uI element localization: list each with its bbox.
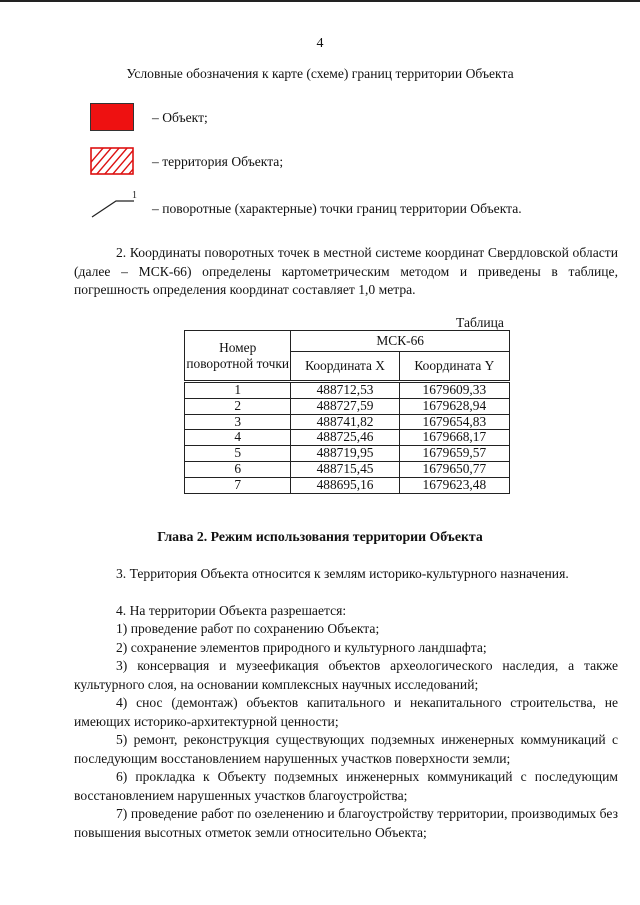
cell-point: 3 [185, 414, 291, 430]
cell-y: 1679628,94 [399, 398, 509, 414]
cell-y: 1679650,77 [399, 461, 509, 477]
cell-y: 1679668,17 [399, 430, 509, 446]
cell-x: 488719,95 [291, 446, 399, 462]
cell-x: 488715,45 [291, 461, 399, 477]
table-row [185, 446, 510, 462]
table-caption: Таблица [456, 315, 504, 330]
table-row [185, 398, 510, 414]
legend-item-territory [90, 147, 630, 179]
list-item: 2) сохранение элементов природного и культурного ландшафта; [116, 639, 487, 655]
territory-hatch-symbol [90, 147, 134, 175]
cell-y: 1679654,83 [399, 414, 509, 430]
list-item: 5) ремонт, реконструкция существующих подземных инженерных коммуникаций с последующим восстановлением нарушенных участков поверхности земли; [74, 732, 618, 766]
cell-x: 488712,53 [291, 382, 399, 399]
cell-point: 4 [185, 430, 291, 446]
table-row [185, 461, 510, 477]
legend-item-turning-points [90, 189, 630, 221]
cell-x: 488741,82 [291, 414, 399, 430]
turning-point-number: 1 [132, 190, 137, 201]
list-item: 4) снос (демонтаж) объектов капитального и некапитального строительства, не имеющих историко-архитектурной ценности; [74, 695, 618, 729]
paragraph-text: 3. Территория Объекта относится к землям историко-культурного назначения. [116, 566, 569, 581]
cell-x: 488725,46 [291, 430, 399, 446]
cell-point: 6 [185, 461, 291, 477]
cell-point: 2 [185, 398, 291, 414]
header-point-number: Номер поворотной точки [185, 331, 291, 382]
header-y: Координата Y [399, 352, 509, 382]
cell-point: 5 [185, 446, 291, 462]
legend-item-object [90, 103, 630, 135]
paragraph-coordinates [74, 244, 618, 300]
cell-y: 1679623,48 [399, 477, 509, 493]
chapter-title: Глава 2. Режим использования территории Объекта [157, 529, 483, 544]
header-x: Координата X [291, 352, 399, 382]
cell-y: 1679659,57 [399, 446, 509, 462]
table-row [185, 430, 510, 446]
object-symbol [90, 103, 134, 131]
page-top-edge [0, 0, 640, 2]
list-item: 7) проведение работ по озеленению и благоустройству территории, производимых без повышения высотных отметок земли относительно Объекта; [74, 806, 618, 840]
turning-point-symbol [90, 189, 140, 221]
list-item: 6) прокладка к Объекту подземных инженерных коммуникаций с последующим восстановлением нарушенных участков благоустройства; [74, 769, 618, 803]
legend-item-label: – поворотные (характерные) точки границ территории Объекта. [152, 201, 522, 216]
coordinates-table [184, 330, 510, 494]
permitted-list [74, 620, 618, 842]
paragraph-text: 2. Координаты поворотных точек в местной системе координат Свердловской области (далее – МСК-66) определены картометрическим методом и приведены в таблице, погрешность определения координат составляет 1,0 метра. [74, 245, 618, 297]
table-row [185, 477, 510, 493]
cell-y: 1679609,33 [399, 382, 509, 399]
paragraph-land-category [74, 565, 618, 584]
paragraph-text: 4. На территории Объекта разрешается: [116, 603, 347, 618]
paragraph-permitted [74, 602, 618, 621]
page-number: 4 [316, 36, 324, 51]
legend-item-label: – территория Объекта; [152, 154, 284, 169]
header-coordinate-system: МСК-66 [291, 331, 510, 352]
cell-x: 488695,16 [291, 477, 399, 493]
table-row [185, 382, 510, 399]
legend-title: Условные обозначения к карте (схеме) границ территории Объекта [126, 66, 514, 81]
legend-item-label: – Объект; [152, 110, 208, 125]
list-item: 3) консервация и музеефикация объектов археологического наследия, а также культурного слоя, на основании комплексных научных исследований; [74, 658, 618, 692]
table-row [185, 414, 510, 430]
cell-point: 1 [185, 382, 291, 399]
list-item: 1) проведение работ по сохранению Объекта; [116, 621, 380, 636]
cell-point: 7 [185, 477, 291, 493]
cell-x: 488727,59 [291, 398, 399, 414]
